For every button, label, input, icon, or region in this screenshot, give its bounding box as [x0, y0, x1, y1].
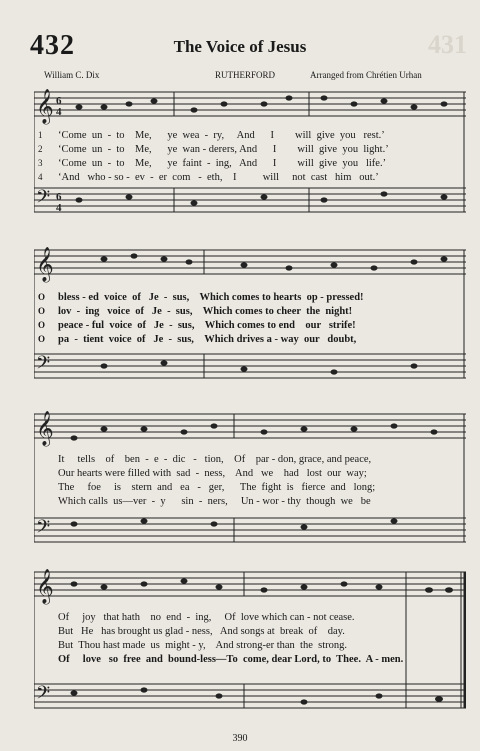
hymn-number: 432: [30, 30, 75, 61]
music-system-3: [34, 410, 466, 550]
svg-text:𝄞: 𝄞: [36, 90, 54, 123]
lyric-line: But He has brought us glad - ness, And songs at break of day.: [58, 626, 345, 637]
lyric-line: O bless - ed voice of Je - sus, Which comes to hearts op - pressed!: [38, 292, 364, 303]
svg-text:6: 6: [56, 95, 62, 107]
svg-text:𝄢: 𝄢: [36, 186, 51, 211]
svg-text:𝄢: 𝄢: [36, 682, 51, 707]
treble-staff: [34, 89, 466, 125]
lyric-line: O peace - ful voice of Je - sus, Which comes to end our strife!: [38, 320, 356, 331]
svg-text:𝄞: 𝄞: [36, 412, 54, 445]
svg-text:6: 6: [56, 191, 62, 203]
lyric-line: Of joy that hath no end - ing, Of love which can - not cease.: [58, 612, 355, 623]
bass-staff: [34, 186, 466, 214]
lyric-line: 1 ‘Come un - to Me, ye wea - ry, And I will give you rest.’: [38, 130, 385, 141]
page-number: 390: [232, 733, 248, 744]
lyric-line: The foe is stern and ea - ger, The fight is fierce and long;: [58, 482, 376, 493]
lyric-line: 3 ‘Come un - to Me, ye faint - ing, And I will give you life.’: [38, 158, 387, 169]
svg-text:𝄢: 𝄢: [36, 516, 51, 541]
lyric-line: O lov - ing voice of Je - sus, Which comes to cheer the night!: [38, 306, 353, 317]
lyric-line: Our hearts were filled with sad - ness, And we had lost our way;: [58, 468, 367, 479]
lyric-line: 2 ‘Come un - to Me, ye wan - derers, And I will give you light.’: [38, 144, 389, 155]
tune-name: RUTHERFORD: [215, 70, 276, 80]
arranger-credit: Arranged from Chrétien Urhan: [310, 70, 422, 80]
lyric-line: O pa - tient voice of Je - sus, Which drives a - way our doubt,: [38, 334, 357, 345]
lyric-line: Of love so free and bound-less—To come, dear Lord, to Thee. A - men.: [58, 654, 404, 665]
svg-text:𝄞: 𝄞: [36, 248, 54, 281]
lyric-line: Which calls us—ver - y sin - ners, Un - wor - thy though we be: [58, 496, 371, 507]
svg-text:4: 4: [56, 106, 62, 118]
hymn-title: The Voice of Jesus: [173, 37, 307, 56]
svg-text:4: 4: [56, 202, 62, 214]
lyric-line: But Thou hast made us might - y, And strong-er than the strong.: [58, 640, 348, 651]
svg-text:𝄞: 𝄞: [36, 570, 54, 603]
author-credit: William C. Dix: [44, 70, 100, 80]
bleed-through-number: 431: [428, 30, 467, 59]
svg-text:𝄢: 𝄢: [36, 352, 51, 377]
lyric-line: 4 ‘And who - so - ev - er com - eth, I will not cast him out.’: [38, 172, 379, 183]
lyric-line: It tells of ben - e - dic - tion, Of par - don, grace, and peace,: [58, 454, 372, 465]
